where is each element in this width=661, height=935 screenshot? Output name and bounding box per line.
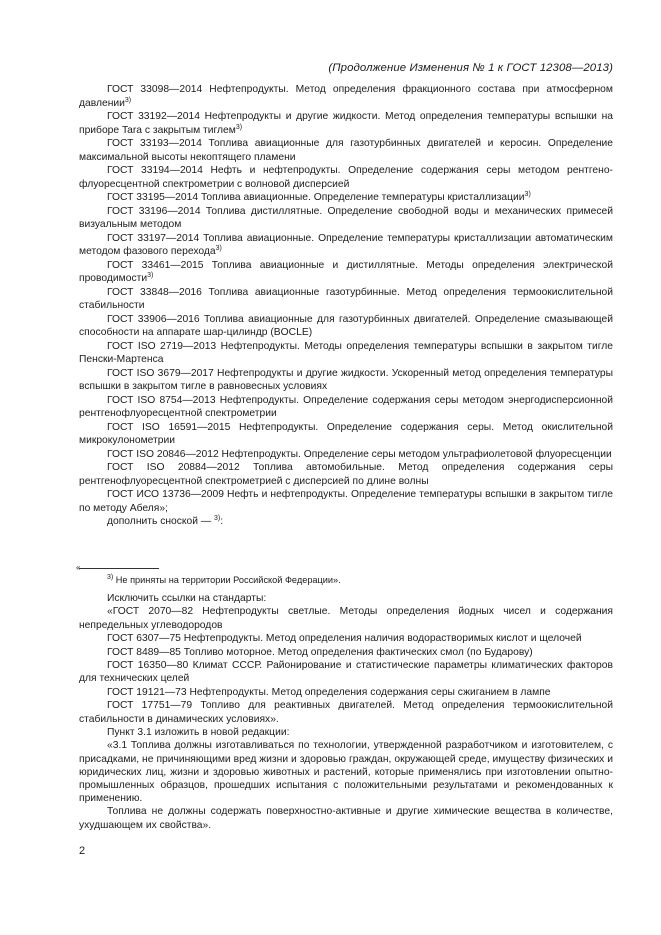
clause-paragraph: «3.1 Топлива должны изготавливаться по технологии, утвержденной разработчиком и изготовителем, с присадками, не причиняющими вред жизни и здоровью граждан, окружающей среде, имуществу физических и юридических лиц, жизни и здоровью животных и растений, которые применялись при изготовлении опытно-промышленных образцов, прошедших испытания с положительными результатами и рекомендованных к применению. bbox=[79, 740, 613, 805]
footnote-divider bbox=[79, 568, 159, 569]
clause-intro: Пункт 3.1 изложить в новой редакции: bbox=[107, 727, 290, 739]
standard-entry: ГОСТ 33848—2016 Топлива авиационные газотурбинные. Метод определения термоокислительной стабильности bbox=[79, 286, 613, 311]
standard-entry: ГОСТ 33197—2014 Топлива авиационные. Определение температуры кристаллизации автоматическим методом фазового перехода$^{3)}$ bbox=[79, 232, 613, 257]
standard-entry: ГОСТ 33906—2016 Топлива авиационные для газотурбинных двигателей. Определение смазывающей способности на аппарате шар-цилиндр (BOCLE) bbox=[79, 313, 613, 338]
standards-list bbox=[79, 83, 613, 529]
removed-standard: ГОСТ 17751—79 Топливо для реактивных двигателей. Метод определения термоокислительной стабильности в динамических условиях». bbox=[79, 700, 613, 725]
standard-entry: ГОСТ 33098—2014 Нефтепродукты. Метод определения фракционного состава при атмосферном давлении$^{3)}$ bbox=[79, 84, 613, 109]
standard-entry: ГОСТ ИСО 13736—2009 Нефть и нефтепродукты. Определение температуры вспышки в закрытом тигле по методу Абеля»; bbox=[79, 489, 613, 514]
add-footnote-instruction: дополнить сноской — $^{3)}$: bbox=[107, 515, 224, 527]
standard-entry: ГОСТ 33193—2014 Топлива авиационные для газотурбинных двигателей и керосин. Определение максимальной высоты некоптящего пламени bbox=[79, 138, 613, 163]
removed-standard: ГОСТ 8489—85 Топливо моторное. Метод определения фактических смол (по Бударову) bbox=[107, 646, 533, 658]
removed-standard: ГОСТ 16350—80 Климат СССР. Районирование и статистические параметры климатических факторов для технических целей bbox=[79, 660, 613, 685]
standard-entry: ГОСТ 33196—2014 Топлива дистиллятные. Определение свободной воды и механических примесей визуальным методом bbox=[79, 205, 613, 230]
standard-entry: ГОСТ ISO 8754—2013 Нефтепродукты. Определение содержания серы методом энергодисперсионной рентгенофлуоресцентной спектрометрии bbox=[79, 394, 613, 419]
clause-paragraph: Топлива не должны содержать поверхностно-активные и другие химические вещества в количестве, ухудшающем их свойства». bbox=[79, 806, 613, 831]
standard-entry: ГОСТ ISO 16591—2015 Нефтепродукты. Определение содержания серы. Метод окислительной микрокулонометрии bbox=[79, 421, 613, 446]
footnote-quote-mark: « bbox=[76, 563, 81, 572]
standard-entry: ГОСТ 33194—2014 Нефть и нефтепродукты. Определение содержания серы методом рентгено-флуоресцентной спектрометрии с волновой дисперсией bbox=[79, 165, 613, 190]
standard-entry: ГОСТ 33192—2014 Нефтепродукты и другие жидкости. Метод определения температуры вспышки на приборе Tara с закрытым тиглем$^{3)}$ bbox=[79, 111, 613, 136]
amendment-body bbox=[79, 592, 613, 832]
standard-entry: ГОСТ 33461—2015 Топлива авиационные и дистиллятные. Методы определения электрической проводимости$^{3)}$ bbox=[79, 259, 613, 284]
standard-entry: ГОСТ 33195—2014 Топлива авиационные. Определение температуры кристаллизации$^{3)}$ bbox=[107, 191, 531, 203]
standard-entry: ГОСТ ISO 3679—2017 Нефтепродукты и другие жидкости. Ускоренный метод определения температуры вспышки в закрытом тигле в равновесных условиях bbox=[79, 367, 613, 392]
removed-standard: ГОСТ 6307—75 Нефтепродукты. Метод определения наличия водорастворимых кислот и щелочей bbox=[107, 633, 582, 645]
standard-entry: ГОСТ ISO 20846—2012 Нефтепродукты. Определение серы методом ультрафиолетовой флуоресценции bbox=[107, 448, 612, 460]
footnote: $^{3)}$ Не приняты на территории Российской Федерации». bbox=[107, 574, 341, 585]
standard-entry: ГОСТ ISO 20884—2012 Топлива автомобильные. Метод определения содержания серы рентгенофлуоресцентной спектрометрией с дисперсией по длине волны bbox=[79, 462, 613, 487]
removed-standard: «ГОСТ 2070—82 Нефтепродукты светлые. Методы определения йодных чисел и содержания непредельных углеводородов bbox=[79, 606, 613, 631]
removed-standard: ГОСТ 19121—73 Нефтепродукты. Метод определения содержания серы сжиганием в лампе bbox=[107, 686, 551, 698]
continuation-header: (Продолжение Изменения № 1 к ГОСТ 12308—2013) bbox=[328, 62, 613, 74]
removal-intro: Исключить ссылки на стандарты: bbox=[107, 593, 267, 604]
standard-entry: ГОСТ ISO 2719—2013 Нефтепродукты. Методы определения температуры вспышки в закрытом тигле Пенски-Мартенса bbox=[79, 340, 613, 365]
page-number: 2 bbox=[79, 845, 86, 857]
